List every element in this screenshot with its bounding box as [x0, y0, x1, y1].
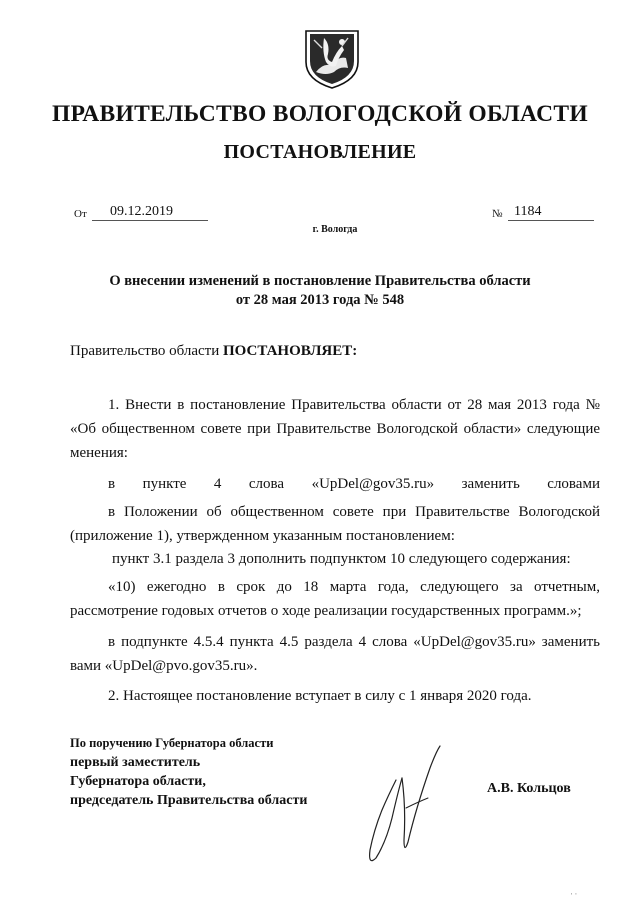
document-heading	[0, 272, 640, 310]
signature-line-1: По поручению Губернатора области	[70, 736, 274, 750]
signature-line-2: первый заместитель	[70, 755, 201, 770]
intro-statement	[70, 343, 357, 360]
paragraph-7-line-1: 2. Настоящее постановление вступает в силу с 1 января 2020 года.	[108, 688, 532, 704]
signature-line-3: Губернатора области,	[70, 774, 206, 789]
heading-line-1: О внесении изменений в постановление Правительства области	[109, 273, 531, 289]
paragraph-4-line-1: пункт 3.1 раздела 3 дополнить подпунктом 10 следующего содержания:	[112, 551, 571, 567]
page-marks: ˈ ˈ	[570, 892, 578, 901]
paragraph-2-line-1: в пункте 4 слова «UpDel@gov35.ru» заменить словами	[108, 476, 600, 492]
paragraph-3	[70, 500, 600, 548]
intro-text: Правительство области	[70, 343, 223, 359]
paragraph-7	[70, 684, 600, 708]
paragraph-6-line-2: вами «UpDel@pvo.gov35.ru».	[70, 658, 258, 674]
signature-block	[70, 734, 307, 810]
city-label: г. Вологда	[312, 224, 358, 235]
paragraph-5-line-1: «10) ежегодно в срок до 18 марта года, следующего за отчетным,	[108, 579, 600, 595]
document-number: 1184	[508, 204, 594, 221]
paragraph-6	[70, 630, 600, 678]
paragraph-4	[70, 547, 600, 571]
number-prefix: №	[492, 208, 503, 220]
paragraph-2	[70, 472, 600, 496]
document-date: 09.12.2019	[92, 204, 208, 221]
signer-name: А.В. Кольцов	[487, 781, 571, 796]
paragraph-3-line-2: (приложение 1), утвержденном указанным постановлением:	[70, 528, 455, 544]
handwritten-signature	[346, 738, 454, 870]
heading-line-2: от 28 мая 2013 года № 548	[235, 292, 405, 308]
paragraph-1-line-2: «Об общественном совете при Правительстве Вологодской области» следующие	[70, 421, 600, 437]
paragraph-1	[70, 393, 600, 465]
signature-line-4: председатель Правительства области	[70, 793, 308, 808]
paragraph-3-line-1: в Положении об общественном совете при Правительстве Вологодской	[108, 504, 600, 520]
government-title: ПРАВИТЕЛЬСТВО ВОЛОГОДСКОЙ ОБЛАСТИ	[52, 101, 588, 127]
intro-resolves: ПОСТАНОВЛЯЕТ:	[222, 343, 358, 359]
paragraph-1-line-1: 1. Внести в постановление Правительства области от 28 мая 2013 года №	[108, 397, 600, 413]
paragraph-1-line-3: менения:	[70, 445, 128, 461]
paragraph-5	[70, 575, 600, 623]
coat-of-arms-icon	[302, 28, 362, 90]
paragraph-6-line-1: в подпункте 4.5.4 пункта 4.5 раздела 4 слова «UpDel@gov35.ru» заменить	[108, 634, 600, 650]
date-prefix: От	[74, 208, 87, 220]
document-type: ПОСТАНОВЛЕНИЕ	[223, 141, 417, 163]
paragraph-5-line-2: рассмотрение годовых отчетов о ходе реализации государственных программ.»;	[70, 603, 582, 619]
